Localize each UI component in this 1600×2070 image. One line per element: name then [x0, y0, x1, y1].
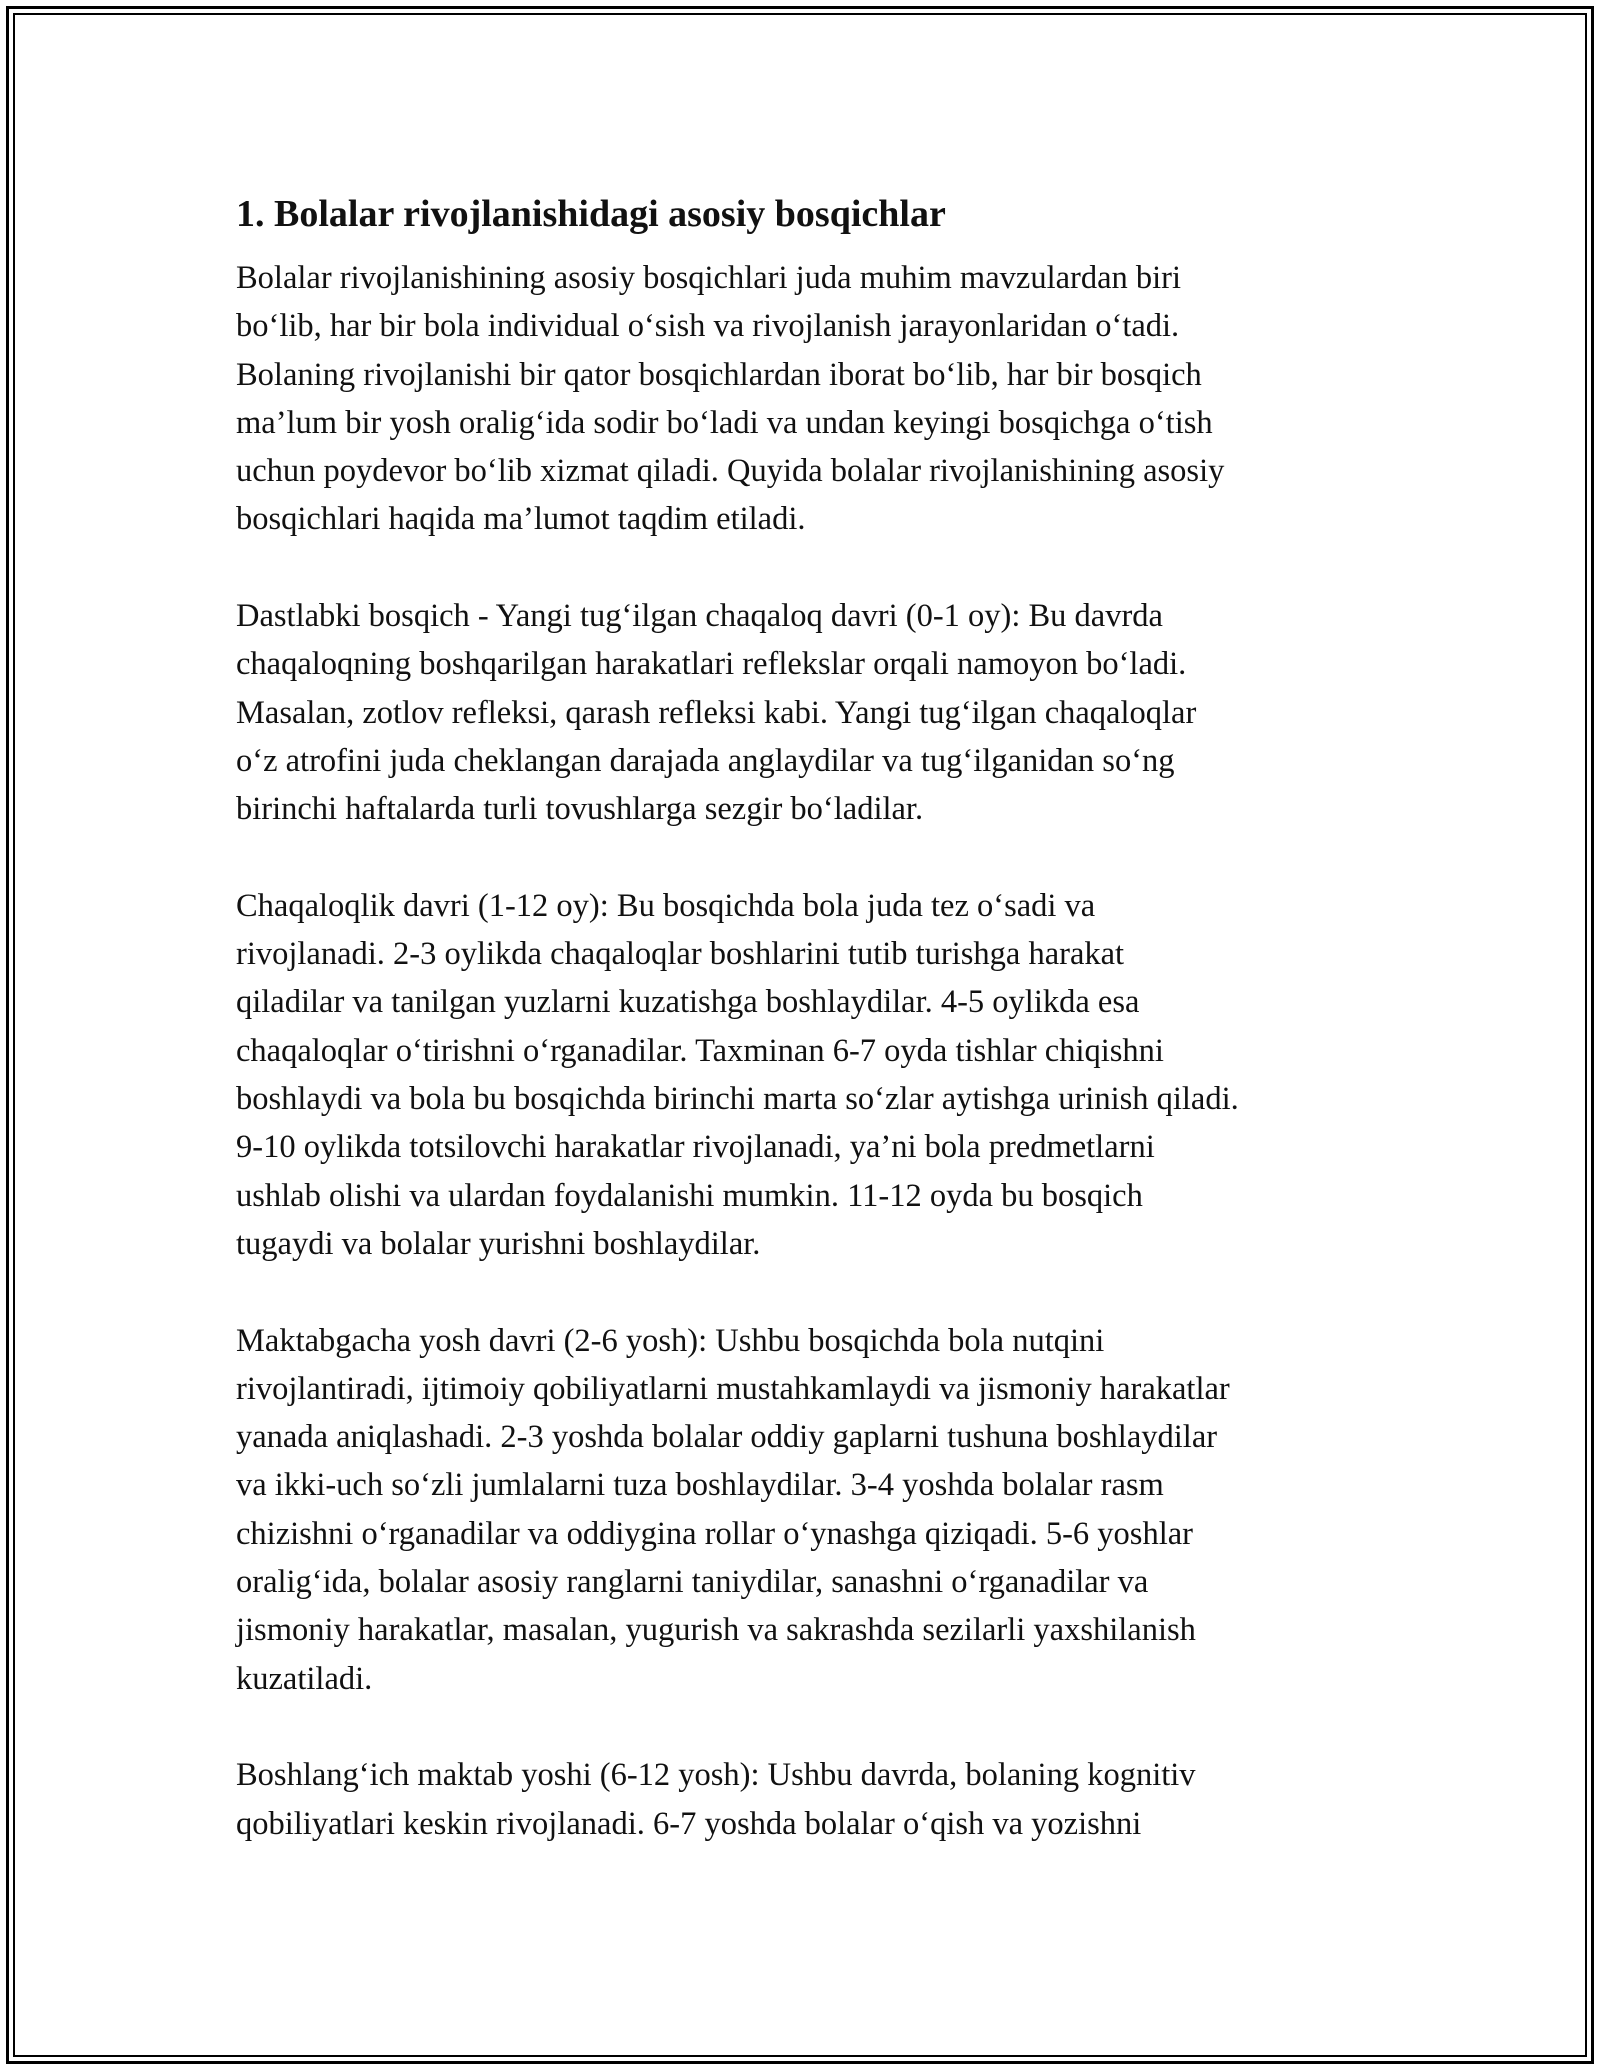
text-line: bosqichlari haqida ma’lumot taqdim etiladi. [236, 501, 806, 538]
text-line: rivojlanadi. 2-3 oylikda chaqaloqlar boshlarini tutib turishga harakat [236, 936, 1125, 973]
paragraph-infancy-stage [236, 882, 1386, 1268]
text-line: Bolalar rivojlanishining asosiy bosqichlari juda muhim mavzulardan biri [236, 260, 1182, 296]
text-line: rivojlantiradi, ijtimoiy qobiliyatlarni mustahkamlaydi va jismoniy harakatlar [236, 1370, 1230, 1407]
text-line: o‘z atrofini juda cheklangan darajada anglaydilar va tug‘ilganidan so‘ng [236, 742, 1175, 779]
text-line: boshlaydi va bola bu bosqichda birinchi marta so‘zlar aytishga urinish qiladi. [236, 1081, 1239, 1118]
text-line: chaqaloqning boshqarilgan harakatlari reflekslar orqali namoyon bo‘ladi. [236, 646, 1187, 683]
text-line: chizishni o‘rganadilar va oddiygina rollar o‘ynashga qiziqadi. 5-6 yoshlar [236, 1515, 1193, 1552]
text-line: birinchi haftalarda turli tovushlarga sezgir bo‘ladilar. [236, 791, 924, 828]
text-line: qiladilar va tanilgan yuzlarni kuzatishga boshlaydilar. 4-5 oylikda esa [236, 984, 1140, 1021]
text-line: yanada aniqlashadi. 2-3 yoshda bolalar oddiy gaplarni tushuna boshlaydilar [236, 1419, 1218, 1456]
text-line: Maktabgacha yosh davri (2-6 yosh): Ushbu bosqichda bola nutqini [236, 1322, 1105, 1359]
text-line: oralig‘ida, bolalar asosiy ranglarni taniydilar, sanashni o‘rganadilar va [236, 1564, 1149, 1601]
text-line: Masalan, zotlov refleksi, qarash refleksi kabi. Yangi tug‘ilgan chaqaloqlar [236, 694, 1197, 731]
document-body [236, 186, 1386, 1848]
text-line: Dastlabki bosqich - Yangi tug‘ilgan chaqaloq davri (0-1 oy): Bu davrda [236, 598, 1163, 635]
text-line: bo‘lib, har bir bola individual o‘sish va rivojlanish jarayonlaridan o‘tadi. [236, 308, 1180, 345]
paragraph-preschool-stage [236, 1317, 1386, 1703]
text-line: 9-10 oylikda totsilovchi harakatlar rivojlanadi, ya’ni bola predmetlarni [236, 1129, 1155, 1166]
text-line: kuzatiladi. [236, 1660, 373, 1697]
text-line: Chaqaloqlik davri (1-12 oy): Bu bosqichda bola juda tez o‘sadi va [236, 887, 1096, 924]
text-line: chaqaloqlar o‘tirishni o‘rganadilar. Taxminan 6-7 oyda tishlar chiqishni [236, 1032, 1164, 1069]
paragraph-intro [236, 254, 1386, 544]
paragraph-primary-school-stage [236, 1751, 1386, 1848]
text-line: ushlab olishi va ulardan foydalanishi mumkin. 11-12 oyda bu bosqich [236, 1177, 1143, 1214]
text-line: jismoniy harakatlar, masalan, yugurish va sakrashda sezilarli yaxshilanish [236, 1612, 1196, 1649]
text-line: va ikki-uch so‘zli jumlalarni tuza boshlaydilar. 3-4 yoshda bolalar rasm [236, 1467, 1164, 1504]
text-line: Bolaning rivojlanishi bir qator bosqichlardan iborat bo‘lib, har bir bosqich [236, 356, 1202, 393]
text-line: ma’lum bir yosh oralig‘ida sodir bo‘ladi va undan keyingi bosqichga o‘tish [236, 404, 1213, 441]
text-line: uchun poydevor bo‘lib xizmat qiladi. Quyida bolalar rivojlanishining asosiy [236, 453, 1225, 490]
text-line: Boshlang‘ich maktab yoshi (6-12 yosh): Ushbu davrda, bolaning kognitiv [236, 1757, 1196, 1794]
section-heading: 1. Bolalar rivojlanishidagi asosiy bosqichlar [236, 193, 946, 235]
text-line: tugaydi va bolalar yurishni boshlaydilar. [236, 1225, 761, 1262]
text-line: qobiliyatlari keskin rivojlanadi. 6-7 yoshda bolalar o‘qish va yozishni [236, 1805, 1142, 1842]
paragraph-newborn-stage [236, 592, 1386, 833]
